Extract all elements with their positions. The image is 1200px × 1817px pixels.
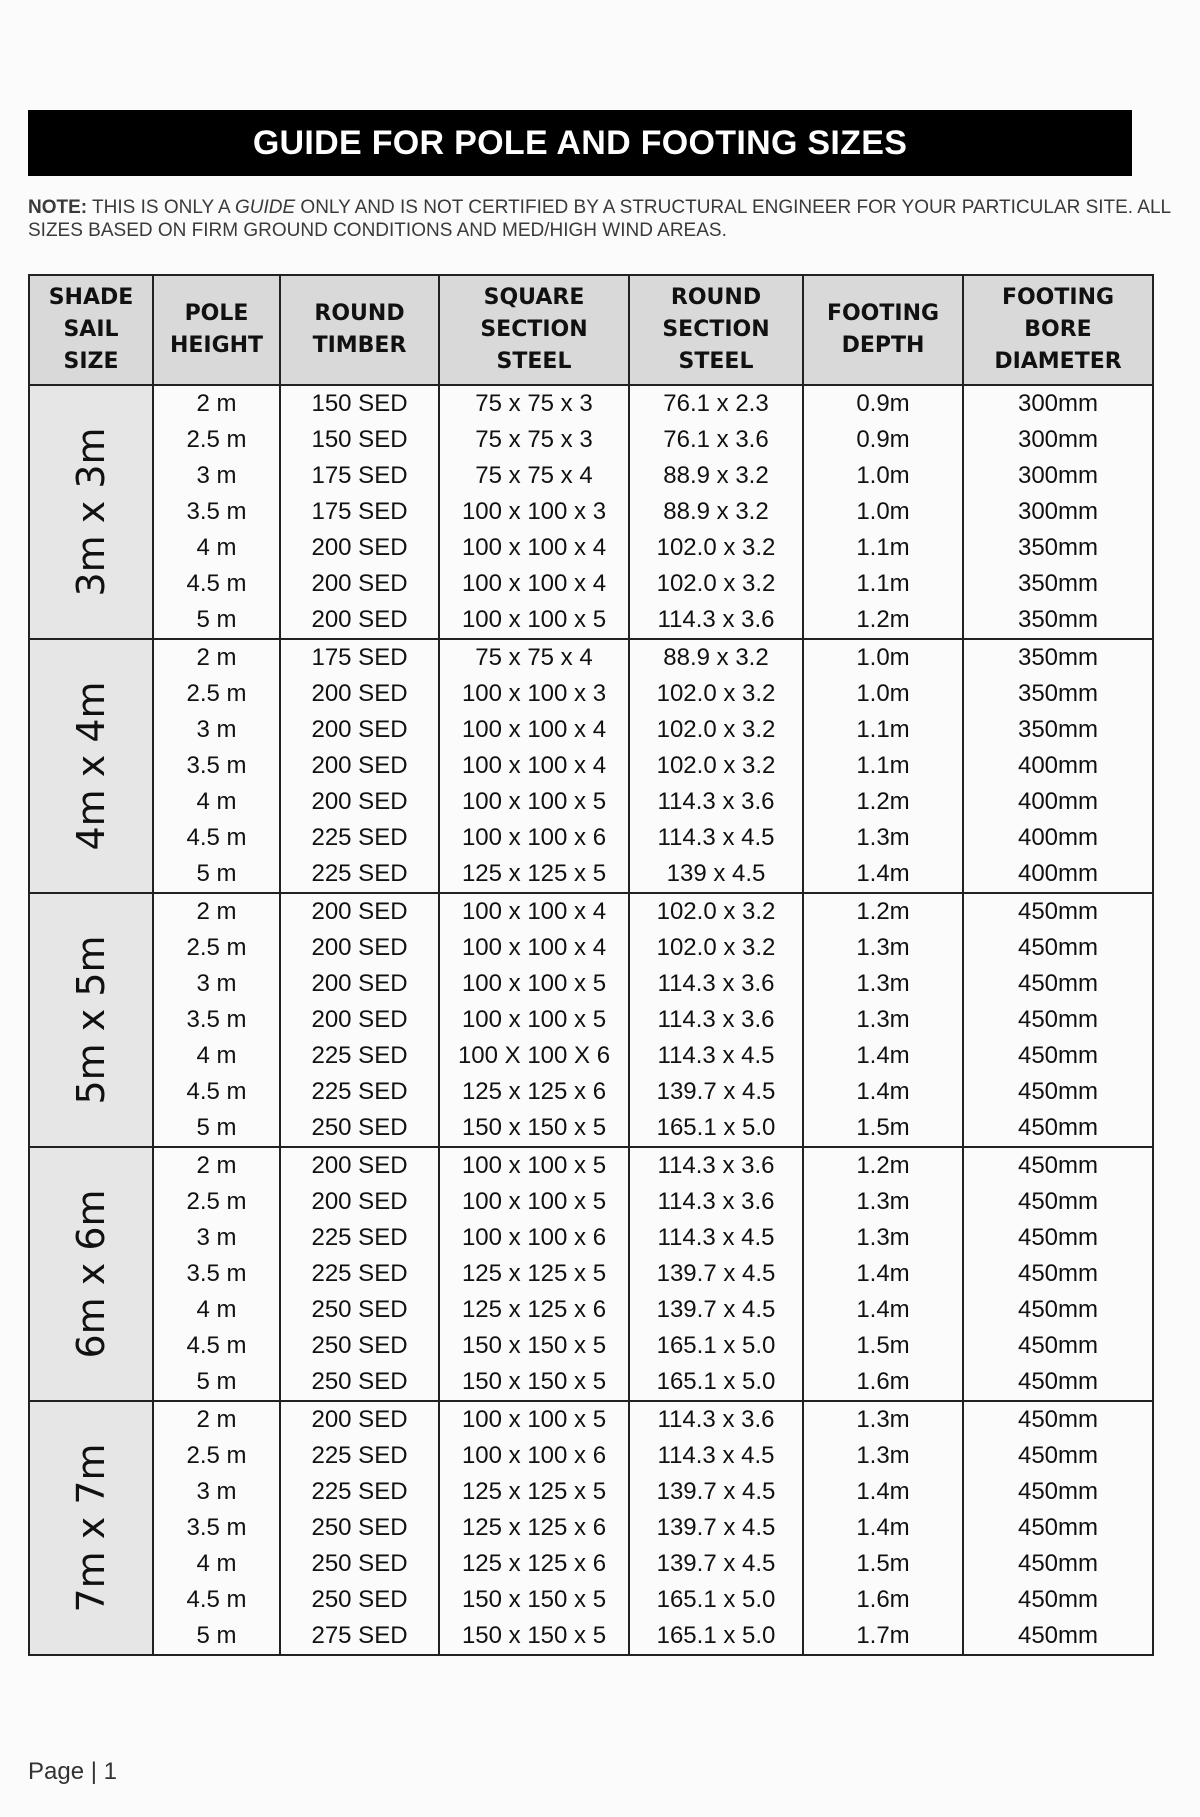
round-section-steel-cell: 102.0 x 3.2 [629, 676, 803, 712]
shade-sail-size-label: 7m x 7m [69, 1443, 113, 1613]
square-section-steel-cell: 100 x 100 x 5 [439, 1002, 629, 1038]
shade-sail-size-label: 6m x 6m [69, 1189, 113, 1359]
square-section-steel-cell: 100 x 100 x 3 [439, 676, 629, 712]
footing-bore-diameter-cell: 450mm [963, 1184, 1153, 1220]
table-row [29, 1256, 1153, 1292]
table-row [29, 1110, 1153, 1147]
round-timber-cell: 175 SED [280, 458, 439, 494]
round-timber-cell: 150 SED [280, 422, 439, 458]
pole-height-cell: 4.5 m [153, 820, 280, 856]
footing-bore-diameter-cell: 450mm [963, 1038, 1153, 1074]
round-timber-cell: 200 SED [280, 1002, 439, 1038]
footing-bore-diameter-cell: 450mm [963, 1582, 1153, 1618]
round-timber-cell: 175 SED [280, 494, 439, 530]
square-section-steel-cell: 100 x 100 x 6 [439, 820, 629, 856]
pole-height-cell: 2.5 m [153, 1438, 280, 1474]
footing-depth-cell: 1.5m [803, 1110, 963, 1147]
footing-bore-diameter-cell: 450mm [963, 966, 1153, 1002]
footing-bore-diameter-cell: 450mm [963, 1546, 1153, 1582]
footing-depth-cell: 1.3m [803, 1401, 963, 1438]
footing-depth-cell: 1.4m [803, 1292, 963, 1328]
table-row [29, 712, 1153, 748]
square-section-steel-cell: 150 x 150 x 5 [439, 1364, 629, 1401]
pole-height-cell: 2 m [153, 385, 280, 422]
round-timber-cell: 225 SED [280, 1038, 439, 1074]
footing-depth-cell: 1.3m [803, 1002, 963, 1038]
round-timber-cell: 200 SED [280, 893, 439, 930]
round-timber-cell: 200 SED [280, 784, 439, 820]
footing-depth-cell: 1.0m [803, 676, 963, 712]
footing-bore-diameter-cell: 350mm [963, 602, 1153, 639]
footing-bore-diameter-cell: 400mm [963, 856, 1153, 893]
round-section-steel-cell: 76.1 x 3.6 [629, 422, 803, 458]
round-section-steel-cell: 114.3 x 3.6 [629, 784, 803, 820]
square-section-steel-cell: 100 x 100 x 4 [439, 712, 629, 748]
footing-bore-diameter-cell: 450mm [963, 1256, 1153, 1292]
note-text-2: ONLY AND IS NOT CERTIFIED BY A STRUCTURAL ENGINEER FOR YOUR PARTICULAR SITE. ALL SIZES BASED ON FIRM GROUND CONDITIONS AND MED/HIGH WIND AREAS. [28, 197, 1171, 241]
round-section-steel-cell: 88.9 x 3.2 [629, 494, 803, 530]
pole-height-cell: 3 m [153, 1220, 280, 1256]
table-row [29, 1147, 1153, 1184]
round-section-steel-cell: 88.9 x 3.2 [629, 458, 803, 494]
round-section-steel-cell: 139.7 x 4.5 [629, 1474, 803, 1510]
column-header-footing-bore-diameter: FOOTING BORE DIAMETER [963, 275, 1153, 385]
round-timber-cell: 200 SED [280, 712, 439, 748]
column-header-square-section-steel: SQUARE SECTION STEEL [439, 275, 629, 385]
footing-depth-cell: 1.2m [803, 602, 963, 639]
pole-height-cell: 2.5 m [153, 422, 280, 458]
round-timber-cell: 225 SED [280, 1438, 439, 1474]
square-section-steel-cell: 100 x 100 x 5 [439, 1147, 629, 1184]
pole-height-cell: 2.5 m [153, 676, 280, 712]
round-section-steel-cell: 139 x 4.5 [629, 856, 803, 893]
table-row [29, 748, 1153, 784]
round-timber-cell: 200 SED [280, 602, 439, 639]
footing-bore-diameter-cell: 400mm [963, 784, 1153, 820]
square-section-steel-cell: 125 x 125 x 5 [439, 856, 629, 893]
pole-height-cell: 3.5 m [153, 1256, 280, 1292]
round-timber-cell: 200 SED [280, 566, 439, 602]
round-section-steel-cell: 102.0 x 3.2 [629, 530, 803, 566]
round-section-steel-cell: 102.0 x 3.2 [629, 748, 803, 784]
round-timber-cell: 250 SED [280, 1328, 439, 1364]
footing-depth-cell: 1.3m [803, 1220, 963, 1256]
table-row [29, 676, 1153, 712]
round-timber-cell: 250 SED [280, 1582, 439, 1618]
footing-depth-cell: 1.1m [803, 712, 963, 748]
table-row [29, 930, 1153, 966]
pole-height-cell: 4 m [153, 1292, 280, 1328]
pole-height-cell: 4 m [153, 1546, 280, 1582]
footing-bore-diameter-cell: 350mm [963, 566, 1153, 602]
round-timber-cell: 200 SED [280, 676, 439, 712]
table-row [29, 458, 1153, 494]
square-section-steel-cell: 75 x 75 x 4 [439, 639, 629, 676]
table-row [29, 566, 1153, 602]
footing-depth-cell: 1.1m [803, 566, 963, 602]
footing-depth-cell: 1.3m [803, 1184, 963, 1220]
square-section-steel-cell: 100 x 100 x 5 [439, 1401, 629, 1438]
footing-bore-diameter-cell: 450mm [963, 1618, 1153, 1655]
pole-footing-table [28, 274, 1154, 1656]
round-section-steel-cell: 165.1 x 5.0 [629, 1582, 803, 1618]
square-section-steel-cell: 100 x 100 x 3 [439, 494, 629, 530]
pole-height-cell: 2 m [153, 1401, 280, 1438]
round-timber-cell: 200 SED [280, 748, 439, 784]
footing-depth-cell: 1.0m [803, 639, 963, 676]
round-timber-cell: 250 SED [280, 1110, 439, 1147]
table-row [29, 494, 1153, 530]
pole-height-cell: 5 m [153, 1364, 280, 1401]
pole-height-cell: 2.5 m [153, 1184, 280, 1220]
shade-sail-size-cell [29, 893, 153, 1147]
pole-height-cell: 2 m [153, 639, 280, 676]
footing-bore-diameter-cell: 350mm [963, 639, 1153, 676]
square-section-steel-cell: 150 x 150 x 5 [439, 1618, 629, 1655]
pole-height-cell: 3.5 m [153, 1510, 280, 1546]
round-timber-cell: 250 SED [280, 1364, 439, 1401]
footing-bore-diameter-cell: 450mm [963, 1147, 1153, 1184]
footing-depth-cell: 1.3m [803, 930, 963, 966]
footing-depth-cell: 1.2m [803, 784, 963, 820]
round-timber-cell: 200 SED [280, 966, 439, 1002]
table-row [29, 639, 1153, 676]
footing-depth-cell: 1.1m [803, 748, 963, 784]
round-section-steel-cell: 102.0 x 3.2 [629, 566, 803, 602]
square-section-steel-cell: 100 x 100 x 4 [439, 930, 629, 966]
footing-depth-cell: 1.3m [803, 1438, 963, 1474]
table-row [29, 784, 1153, 820]
round-timber-cell: 200 SED [280, 930, 439, 966]
square-section-steel-cell: 75 x 75 x 3 [439, 385, 629, 422]
square-section-steel-cell: 100 x 100 x 6 [439, 1438, 629, 1474]
square-section-steel-cell: 100 x 100 x 4 [439, 530, 629, 566]
footing-depth-cell: 1.0m [803, 458, 963, 494]
footing-depth-cell: 1.2m [803, 893, 963, 930]
round-section-steel-cell: 114.3 x 4.5 [629, 1038, 803, 1074]
round-timber-cell: 175 SED [280, 639, 439, 676]
footing-depth-cell: 1.3m [803, 966, 963, 1002]
square-section-steel-cell: 100 x 100 x 6 [439, 1220, 629, 1256]
footing-bore-diameter-cell: 400mm [963, 748, 1153, 784]
square-section-steel-cell: 100 x 100 x 4 [439, 566, 629, 602]
pole-height-cell: 5 m [153, 1110, 280, 1147]
square-section-steel-cell: 100 x 100 x 5 [439, 784, 629, 820]
pole-height-cell: 3 m [153, 712, 280, 748]
square-section-steel-cell: 100 X 100 X 6 [439, 1038, 629, 1074]
table-row [29, 893, 1153, 930]
footing-bore-diameter-cell: 350mm [963, 530, 1153, 566]
square-section-steel-cell: 100 x 100 x 5 [439, 1184, 629, 1220]
footing-bore-diameter-cell: 450mm [963, 1364, 1153, 1401]
footing-bore-diameter-cell: 300mm [963, 385, 1153, 422]
pole-height-cell: 3.5 m [153, 1002, 280, 1038]
footing-depth-cell: 1.7m [803, 1618, 963, 1655]
round-timber-cell: 225 SED [280, 1256, 439, 1292]
square-section-steel-cell: 75 x 75 x 3 [439, 422, 629, 458]
round-section-steel-cell: 114.3 x 3.6 [629, 1401, 803, 1438]
pole-height-cell: 3.5 m [153, 748, 280, 784]
table-row [29, 385, 1153, 422]
footing-depth-cell: 1.6m [803, 1582, 963, 1618]
table-row [29, 1292, 1153, 1328]
square-section-steel-cell: 100 x 100 x 5 [439, 602, 629, 639]
footing-bore-diameter-cell: 450mm [963, 1002, 1153, 1038]
footing-bore-diameter-cell: 450mm [963, 1510, 1153, 1546]
pole-height-cell: 4 m [153, 784, 280, 820]
note-guide-word: GUIDE [234, 197, 296, 218]
shade-sail-size-label: 3m x 3m [69, 427, 113, 597]
footing-depth-cell: 0.9m [803, 385, 963, 422]
table-header-row [29, 275, 1153, 385]
square-section-steel-cell: 75 x 75 x 4 [439, 458, 629, 494]
square-section-steel-cell: 150 x 150 x 5 [439, 1582, 629, 1618]
pole-height-cell: 2.5 m [153, 930, 280, 966]
footing-bore-diameter-cell: 450mm [963, 1292, 1153, 1328]
table-row [29, 856, 1153, 893]
table-row [29, 1074, 1153, 1110]
footing-bore-diameter-cell: 450mm [963, 1220, 1153, 1256]
shade-sail-size-cell [29, 385, 153, 639]
square-section-steel-cell: 125 x 125 x 6 [439, 1074, 629, 1110]
round-section-steel-cell: 102.0 x 3.2 [629, 893, 803, 930]
square-section-steel-cell: 125 x 125 x 5 [439, 1256, 629, 1292]
footing-bore-diameter-cell: 350mm [963, 676, 1153, 712]
pole-height-cell: 2 m [153, 893, 280, 930]
column-header-pole-height: POLE HEIGHT [153, 275, 280, 385]
round-timber-cell: 225 SED [280, 1220, 439, 1256]
table-row [29, 820, 1153, 856]
page-title: GUIDE FOR POLE AND FOOTING SIZES [28, 110, 1132, 176]
footing-depth-cell: 1.5m [803, 1328, 963, 1364]
pole-height-cell: 3 m [153, 458, 280, 494]
page-number: Page | 1 [28, 1758, 117, 1785]
footing-bore-diameter-cell: 450mm [963, 1474, 1153, 1510]
footing-bore-diameter-cell: 450mm [963, 930, 1153, 966]
table-row [29, 1510, 1153, 1546]
round-timber-cell: 225 SED [280, 1474, 439, 1510]
round-timber-cell: 225 SED [280, 820, 439, 856]
footing-bore-diameter-cell: 300mm [963, 494, 1153, 530]
round-timber-cell: 200 SED [280, 1184, 439, 1220]
table-row [29, 1002, 1153, 1038]
table-row [29, 966, 1153, 1002]
table-row [29, 1220, 1153, 1256]
footing-bore-diameter-cell: 450mm [963, 1401, 1153, 1438]
footing-bore-diameter-cell: 450mm [963, 1110, 1153, 1147]
table-row [29, 1184, 1153, 1220]
round-section-steel-cell: 114.3 x 3.6 [629, 602, 803, 639]
pole-height-cell: 5 m [153, 856, 280, 893]
footing-depth-cell: 1.2m [803, 1147, 963, 1184]
pole-height-cell: 4.5 m [153, 566, 280, 602]
footing-bore-diameter-cell: 450mm [963, 893, 1153, 930]
table-row [29, 1618, 1153, 1655]
round-section-steel-cell: 102.0 x 3.2 [629, 712, 803, 748]
round-section-steel-cell: 102.0 x 3.2 [629, 930, 803, 966]
round-timber-cell: 225 SED [280, 856, 439, 893]
square-section-steel-cell: 125 x 125 x 5 [439, 1474, 629, 1510]
footing-depth-cell: 1.6m [803, 1364, 963, 1401]
round-section-steel-cell: 114.3 x 3.6 [629, 966, 803, 1002]
round-timber-cell: 225 SED [280, 1074, 439, 1110]
table-row [29, 1438, 1153, 1474]
footing-depth-cell: 1.4m [803, 1510, 963, 1546]
table-row [29, 1582, 1153, 1618]
table-row [29, 602, 1153, 639]
disclaimer-note [28, 196, 1178, 242]
footing-depth-cell: 1.4m [803, 1074, 963, 1110]
round-section-steel-cell: 165.1 x 5.0 [629, 1328, 803, 1364]
footing-depth-cell: 1.4m [803, 1038, 963, 1074]
footing-depth-cell: 1.3m [803, 820, 963, 856]
round-timber-cell: 275 SED [280, 1618, 439, 1655]
round-section-steel-cell: 114.3 x 4.5 [629, 1220, 803, 1256]
column-header-shade-sail-size: SHADE SAIL SIZE [29, 275, 153, 385]
round-section-steel-cell: 88.9 x 3.2 [629, 639, 803, 676]
pole-height-cell: 4 m [153, 530, 280, 566]
pole-height-cell: 2 m [153, 1147, 280, 1184]
shade-sail-size-cell [29, 1401, 153, 1655]
footing-depth-cell: 1.4m [803, 856, 963, 893]
square-section-steel-cell: 150 x 150 x 5 [439, 1110, 629, 1147]
round-timber-cell: 200 SED [280, 1401, 439, 1438]
pole-height-cell: 3 m [153, 1474, 280, 1510]
pole-height-cell: 5 m [153, 602, 280, 639]
shade-sail-size-cell [29, 639, 153, 893]
footing-depth-cell: 0.9m [803, 422, 963, 458]
round-timber-cell: 250 SED [280, 1292, 439, 1328]
square-section-steel-cell: 125 x 125 x 6 [439, 1546, 629, 1582]
column-header-round-section-steel: ROUND SECTION STEEL [629, 275, 803, 385]
footing-bore-diameter-cell: 450mm [963, 1074, 1153, 1110]
round-section-steel-cell: 114.3 x 4.5 [629, 820, 803, 856]
round-timber-cell: 150 SED [280, 385, 439, 422]
pole-height-cell: 4 m [153, 1038, 280, 1074]
square-section-steel-cell: 125 x 125 x 6 [439, 1292, 629, 1328]
shade-sail-size-cell [29, 1147, 153, 1401]
footing-depth-cell: 1.0m [803, 494, 963, 530]
round-section-steel-cell: 114.3 x 4.5 [629, 1438, 803, 1474]
square-section-steel-cell: 100 x 100 x 4 [439, 893, 629, 930]
round-section-steel-cell: 139.7 x 4.5 [629, 1510, 803, 1546]
round-section-steel-cell: 76.1 x 2.3 [629, 385, 803, 422]
square-section-steel-cell: 150 x 150 x 5 [439, 1328, 629, 1364]
footing-bore-diameter-cell: 300mm [963, 422, 1153, 458]
round-section-steel-cell: 139.7 x 4.5 [629, 1292, 803, 1328]
table-row [29, 1401, 1153, 1438]
footing-bore-diameter-cell: 450mm [963, 1328, 1153, 1364]
footing-depth-cell: 1.1m [803, 530, 963, 566]
square-section-steel-cell: 100 x 100 x 5 [439, 966, 629, 1002]
round-section-steel-cell: 114.3 x 3.6 [629, 1184, 803, 1220]
pole-height-cell: 3 m [153, 966, 280, 1002]
round-section-steel-cell: 139.7 x 4.5 [629, 1074, 803, 1110]
table-row [29, 1474, 1153, 1510]
table-row [29, 1546, 1153, 1582]
round-timber-cell: 250 SED [280, 1510, 439, 1546]
round-section-steel-cell: 139.7 x 4.5 [629, 1256, 803, 1292]
pole-height-cell: 4.5 m [153, 1328, 280, 1364]
table-row [29, 1038, 1153, 1074]
footing-bore-diameter-cell: 450mm [963, 1438, 1153, 1474]
table-row [29, 1328, 1153, 1364]
footing-depth-cell: 1.4m [803, 1474, 963, 1510]
footing-bore-diameter-cell: 400mm [963, 820, 1153, 856]
footing-bore-diameter-cell: 350mm [963, 712, 1153, 748]
footing-bore-diameter-cell: 300mm [963, 458, 1153, 494]
table-row [29, 422, 1153, 458]
pole-height-cell: 5 m [153, 1618, 280, 1655]
table-row [29, 530, 1153, 566]
table-row [29, 1364, 1153, 1401]
round-timber-cell: 200 SED [280, 1147, 439, 1184]
round-timber-cell: 200 SED [280, 530, 439, 566]
shade-sail-size-label: 4m x 4m [69, 681, 113, 851]
footing-depth-cell: 1.4m [803, 1256, 963, 1292]
shade-sail-size-label: 5m x 5m [69, 935, 113, 1105]
round-section-steel-cell: 139.7 x 4.5 [629, 1546, 803, 1582]
note-label: NOTE: [28, 197, 88, 218]
round-section-steel-cell: 165.1 x 5.0 [629, 1618, 803, 1655]
pole-height-cell: 4.5 m [153, 1074, 280, 1110]
round-section-steel-cell: 114.3 x 3.6 [629, 1002, 803, 1038]
column-header-round-timber: ROUND TIMBER [280, 275, 439, 385]
round-section-steel-cell: 165.1 x 5.0 [629, 1364, 803, 1401]
pole-height-cell: 4.5 m [153, 1582, 280, 1618]
round-section-steel-cell: 114.3 x 3.6 [629, 1147, 803, 1184]
column-header-footing-depth: FOOTING DEPTH [803, 275, 963, 385]
pole-height-cell: 3.5 m [153, 494, 280, 530]
square-section-steel-cell: 100 x 100 x 4 [439, 748, 629, 784]
note-text-1: THIS IS ONLY A [87, 197, 235, 218]
round-timber-cell: 250 SED [280, 1546, 439, 1582]
square-section-steel-cell: 125 x 125 x 6 [439, 1510, 629, 1546]
footing-depth-cell: 1.5m [803, 1546, 963, 1582]
table-body [29, 385, 1153, 1655]
round-section-steel-cell: 165.1 x 5.0 [629, 1110, 803, 1147]
